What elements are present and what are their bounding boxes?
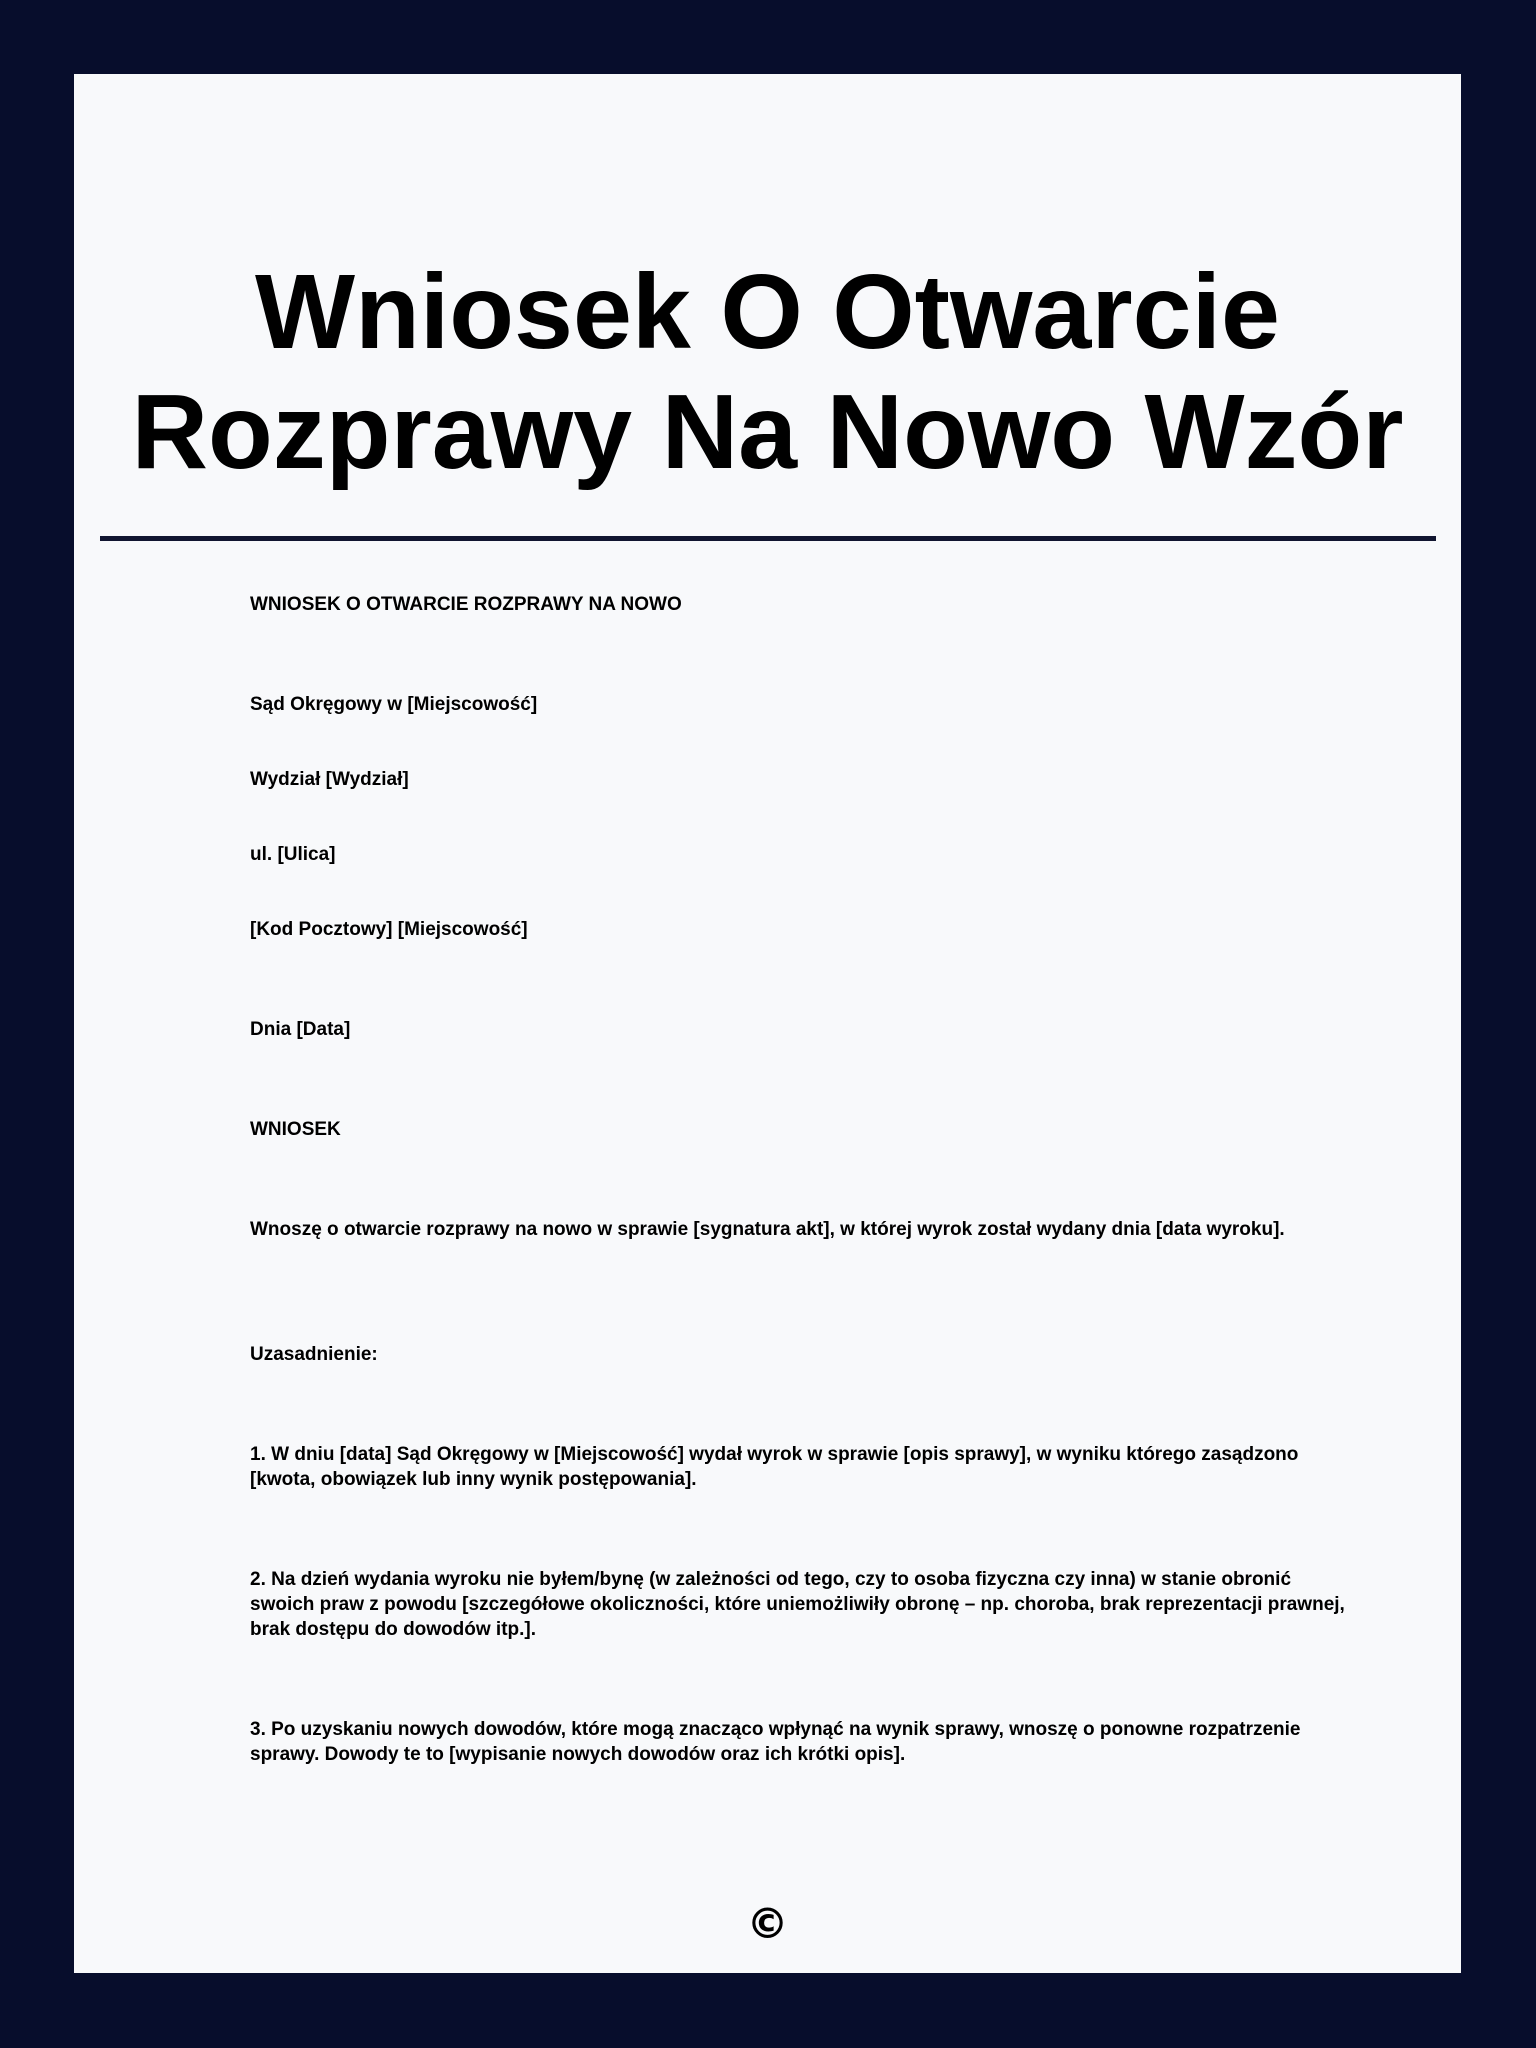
justification-point-2: 2. Na dzień wydania wyroku nie byłem/bynę (w zależności od tego, czy to osoba fizyczna czy inna) w stanie obronić swoich praw z powodu [szczegółowe okoliczności, które uniemożliwiły obronę – np. choroba, brak reprezentacji prawnej, brak dostępu do dowodów itp.]. <box>250 1569 1345 1640</box>
copyright-icon: © <box>746 1899 789 1948</box>
court-street: ul. [Ulica] <box>250 844 336 865</box>
title-divider <box>100 536 1436 541</box>
document-page <box>74 74 1461 1973</box>
court-department: Wydział [Wydział] <box>250 769 409 790</box>
justification-point-1: 1. W dniu [data] Sąd Okręgowy w [Miejscowość] wydał wyrok w sprawie [opis sprawy], w wyniku którego zasądzono [kwota, obowiązek lub inny wynik postępowania]. <box>250 1444 1299 1490</box>
title-line-2: Rozprawy Na Nowo Wzór <box>131 373 1404 491</box>
title-line-1: Wniosek O Otwarcie <box>255 253 1280 371</box>
page-title <box>74 252 1461 492</box>
request-text: Wnoszę o otwarcie rozprawy na nowo w sprawie [sygnatura akt], w której wyrok został wydany dnia [data wyroku]. <box>250 1219 1285 1240</box>
request-heading: WNIOSEK <box>250 1119 341 1140</box>
document-date: Dnia [Data] <box>250 1019 351 1040</box>
justification-point-3: 3. Po uzyskaniu nowych dowodów, które mogą znacząco wpłynąć na wynik sprawy, wnoszę o ponowne rozpatrzenie sprawy. Dowody te to [wypisanie nowych dowodów oraz ich krótki opis]. <box>250 1719 1301 1765</box>
justification-heading: Uzasadnienie: <box>250 1344 378 1365</box>
court-postal-city: [Kod Pocztowy] [Miejscowość] <box>250 919 528 940</box>
document-heading: WNIOSEK O OTWARCIE ROZPRAWY NA NOWO <box>250 594 682 615</box>
court-name: Sąd Okręgowy w [Miejscowość] <box>250 694 538 715</box>
